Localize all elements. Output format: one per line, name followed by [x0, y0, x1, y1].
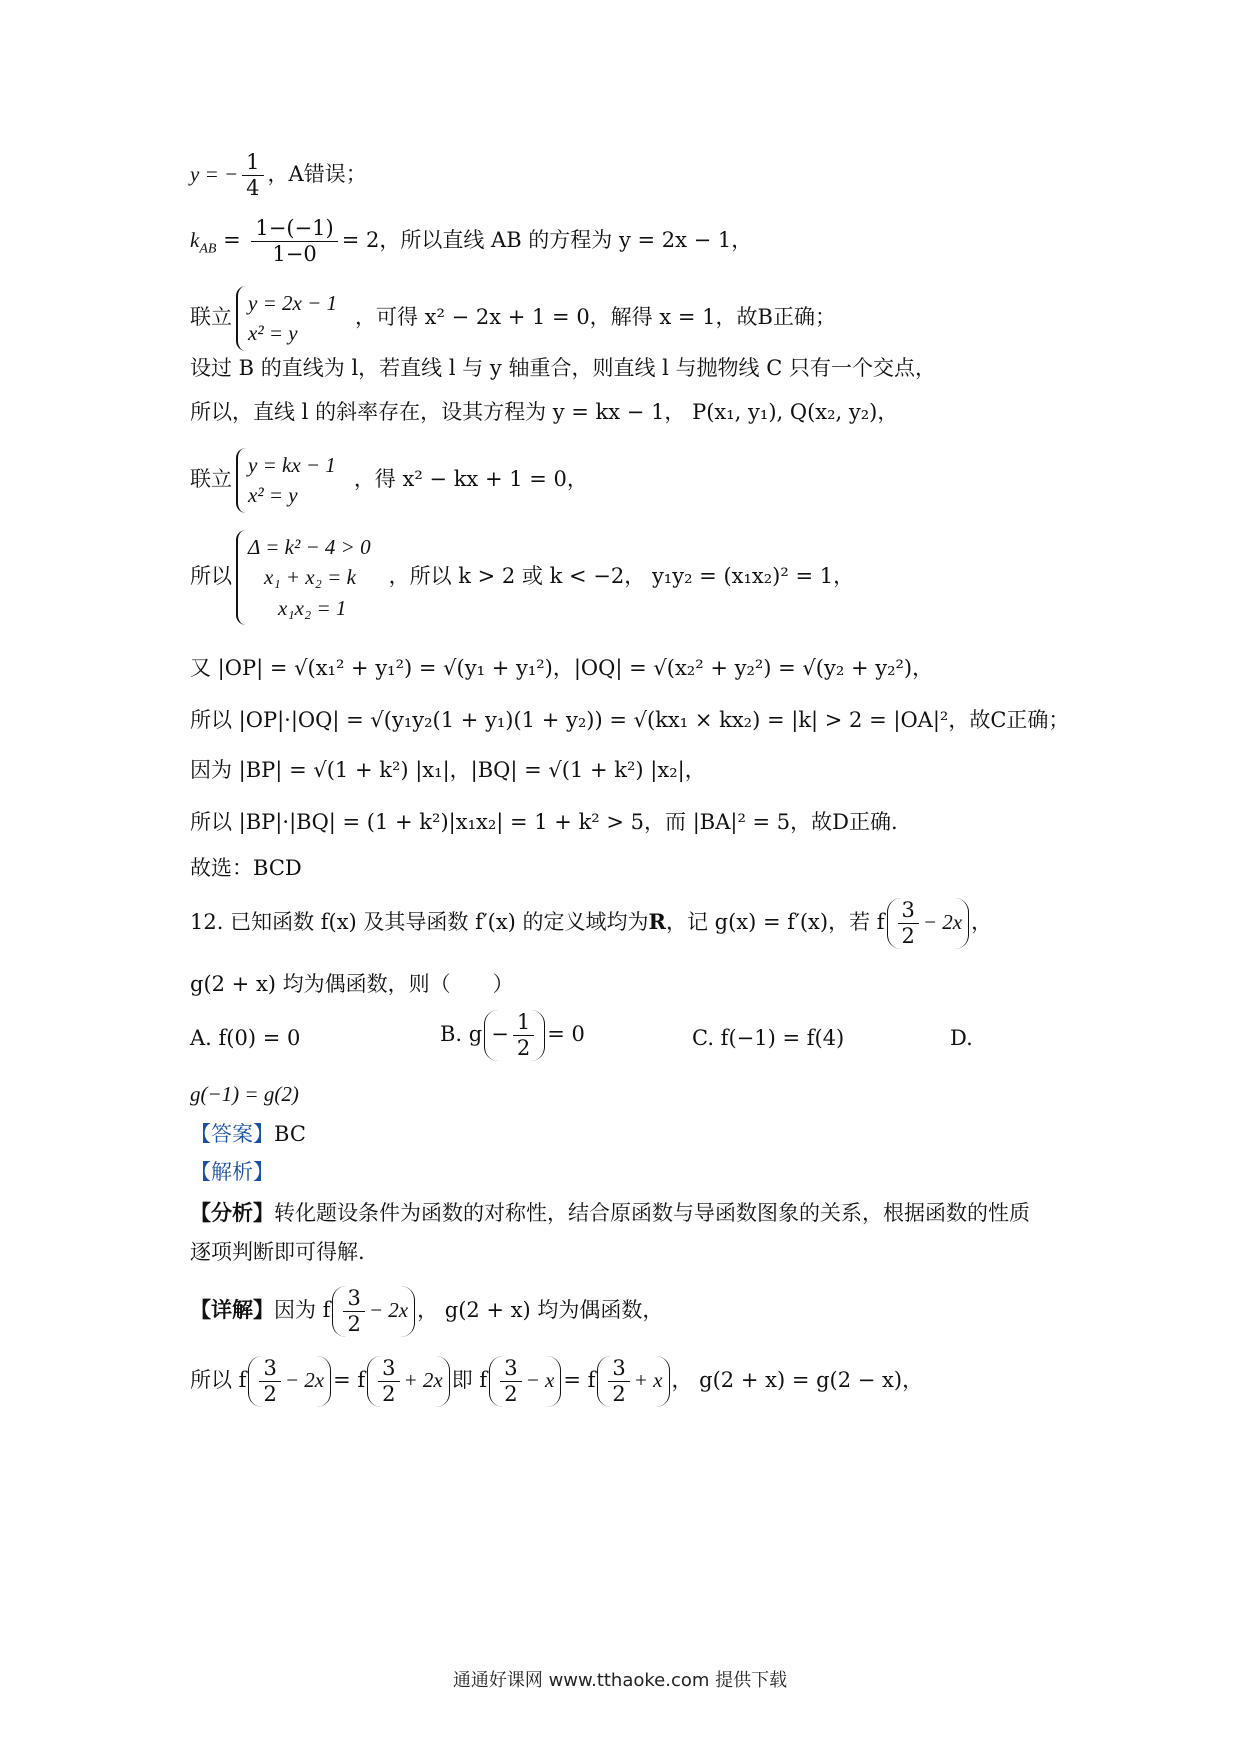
line-choice-bcd: 故选：BCD — [190, 856, 302, 880]
fraction-slope: $\frac{1-(-1)}{1-0}$ — [251, 216, 337, 267]
paren-group: $\frac{3}{2}$ − 2x — [887, 898, 970, 949]
line-slope-ab: $k_{AB}$ = $\frac{1-(-1)}{1-0}$ = 2，所以直线 AB 的方程为 y = 2x − 1， — [190, 216, 753, 267]
line-a-wrong: y = − $\frac{1}{4}$ ，A错误； — [190, 150, 367, 201]
equation-system-1: y = 2x − 1 x² = y — [236, 286, 347, 351]
line-system-1: 联立 y = 2x − 1 x² = y ，可得 x² − 2x + 1 = 0，解得 x = 1，故B正确； — [190, 286, 836, 351]
option-b: B. g − $\frac{1}{2}$ = 0 — [440, 1010, 585, 1061]
equation-system-3: Δ = k² − 4 > 0 x₁ + x₂ = k x₁x₂ = 1 — [236, 530, 381, 625]
option-c: C. f(−1) = f(4) — [692, 1026, 845, 1050]
analysis-line-2: 逐项判断即可得解. — [190, 1240, 365, 1264]
line-assume-l: 设过 B 的直线为 l，若直线 l 与 y 轴重合，则直线 l 与抛物线 C 只有一个交点， — [190, 356, 936, 380]
option-d: D. — [950, 1026, 973, 1050]
math-y-eq: y = − — [190, 162, 239, 187]
line-op-oq: 又 |OP| = √(x₁² + y₁²) = √(y₁ + y₁²)，|OQ| = √(x₂² + y₂²) = √(y₂ + y₂²)， — [190, 656, 934, 680]
analysis-line-1: 【分析】转化题设条件为函数的对称性，结合原函数与导函数图象的关系，根据函数的性质 — [190, 1200, 1030, 1225]
line-bp-times-bq: 所以 |BP|·|BQ| = (1 + k²)|x₁x₂| = 1 + k² > 5，而 |BA|² = 5，故D正确. — [190, 810, 898, 834]
line-bp-bq: 因为 |BP| = √(1 + k²) |x₁|，|BQ| = √(1 + k²) |x₂|， — [190, 758, 706, 782]
page-footer: 通通好课网 www.tthaoke.com 提供下载 — [452, 1670, 788, 1691]
question-12-line-1: 12. 已知函数 f(x) 及其导函数 f′(x) 的定义域均为R，记 g(x) = f′(x)，若 f $\frac{3}{2}$ − 2x ， — [190, 898, 993, 949]
jiexi-line: 【解析】 — [190, 1160, 274, 1184]
fraction-one-quarter: $\frac{1}{4}$ — [242, 150, 263, 201]
detail-line-1: 【详解】因为 f $\frac{3}{2}$ − 2x ， g(2 + x) 均为偶函数， — [190, 1286, 664, 1337]
equation-system-2: y = kx − 1 x² = y — [236, 448, 346, 513]
line-op-times-oq: 所以 |OP|·|OQ| = √(y₁y₂(1 + y₁)(1 + y₂)) = √(kx₁ × kx₂) = |k| > 2 = |OA|²，故C正确； — [190, 708, 1070, 732]
line-discriminant: 所以 Δ = k² − 4 > 0 x₁ + x₂ = k x₁x₂ = 1 ，所以 k > 2 或 k < −2， y₁y₂ = (x₁x₂)² = 1， — [190, 530, 854, 625]
answer-line: 【答案】BC — [190, 1122, 306, 1146]
option-d-content: g(−1) = g(2) — [190, 1082, 299, 1106]
question-12-line-2: g(2 + x) 均为偶函数，则（ ） — [190, 972, 514, 996]
line-system-2: 联立 y = kx − 1 x² = y ，得 x² − kx + 1 = 0， — [190, 448, 588, 513]
detail-line-2: 所以 f $\frac{3}{2}$ − 2x = f $\frac{3}{2}$ + 2x 即 f $\frac{3}{2}$ − x = f $\frac{3}{2}$ + x ， g(2 + x) = g(2 − x)， — [190, 1356, 924, 1407]
option-a: A. f(0) = 0 — [190, 1026, 301, 1050]
line-slope-exists: 所以，直线 l 的斜率存在，设其方程为 y = kx − 1， P(x₁, y₁), Q(x₂, y₂)， — [190, 400, 899, 424]
